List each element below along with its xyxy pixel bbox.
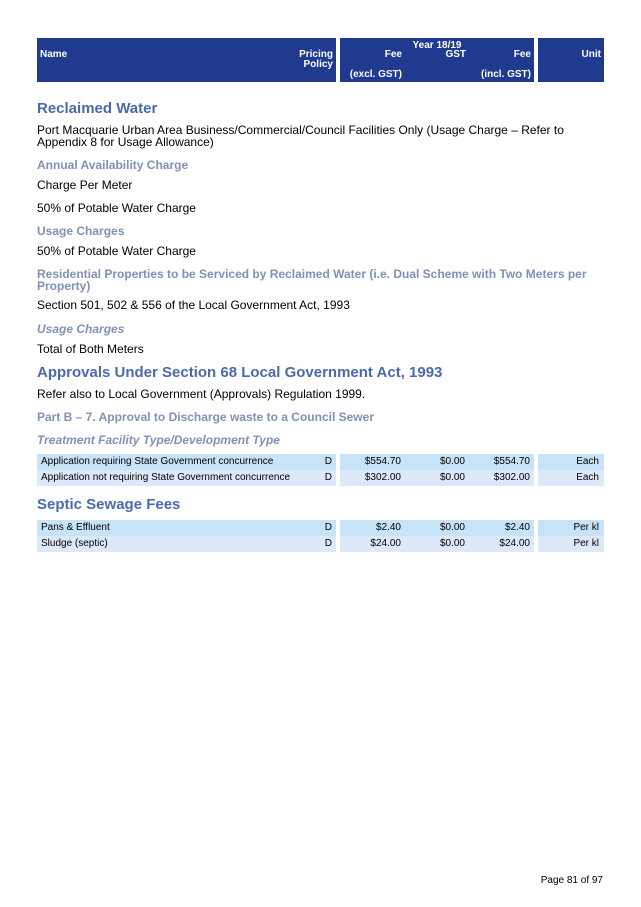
reclaimed-water-title: Reclaimed Water — [37, 100, 158, 117]
table-row — [0, 520, 641, 536]
table-row — [0, 470, 641, 486]
row-gst: $0.00 — [439, 472, 465, 483]
annual-availability-heading: Annual Availability Charge — [37, 158, 189, 172]
usage-charges-heading: Usage Charges — [37, 224, 125, 238]
row-name: Sludge (septic) — [41, 538, 108, 549]
header-fee-excl: Fee — [384, 49, 402, 60]
row-policy: D — [324, 456, 332, 467]
row-fee-excl: $554.70 — [364, 456, 401, 467]
header-gst: GST — [445, 49, 466, 60]
total-both-meters: Total of Both Meters — [37, 342, 144, 356]
row-fee-excl: $2.40 — [375, 522, 401, 533]
page-number: Page 81 of 97 — [540, 875, 603, 886]
charge-per-meter: Charge Per Meter — [37, 178, 133, 192]
approvals-title: Approvals Under Section 68 Local Government Act, 1993 — [37, 364, 443, 381]
row-gst: $0.00 — [439, 456, 465, 467]
row-policy: D — [324, 472, 332, 483]
table-row — [0, 454, 641, 470]
header-incl-gst: (incl. GST) — [481, 69, 531, 80]
row-fee-excl: $24.00 — [370, 538, 401, 549]
approvals-refer: Refer also to Local Government (Approvals) Regulation 1999. — [37, 387, 366, 401]
header-year: Year 18/19 — [412, 40, 462, 51]
header-pricing: Pricing — [299, 49, 333, 60]
row-unit: Per kl — [573, 522, 599, 533]
header-fee-incl: Fee — [513, 49, 531, 60]
part-b-heading: Part B – 7. Approval to Discharge waste to a Council Sewer — [37, 410, 374, 424]
header-excl-gst: (excl. GST) — [349, 69, 402, 80]
row-unit: Per kl — [573, 538, 599, 549]
header-fee-cell — [340, 38, 534, 82]
reclaimed-intro-line2: Appendix 8 for Usage Allowance) — [37, 135, 214, 149]
residential-heading-line1: Residential Properties to be Serviced by Reclaimed Water (i.e. Dual Scheme with Two Meters per — [37, 267, 587, 281]
septic-sewage-title: Septic Sewage Fees — [37, 496, 181, 513]
potable-charge-1: 50% of Potable Water Charge — [37, 201, 196, 215]
row-policy: D — [324, 538, 332, 549]
header-name: Name — [40, 49, 68, 60]
header-policy: Policy — [303, 59, 333, 70]
row-fee-incl: $24.00 — [499, 538, 530, 549]
residential-heading-line2: Property) — [37, 279, 91, 293]
row-unit: Each — [576, 472, 599, 483]
row-fee-incl: $2.40 — [504, 522, 530, 533]
row-policy: D — [324, 522, 332, 533]
row-fee-incl: $554.70 — [493, 456, 530, 467]
row-fee-incl: $302.00 — [493, 472, 530, 483]
row-unit: Each — [576, 456, 599, 467]
row-name: Application not requiring State Government concurrence — [41, 472, 291, 483]
header-unit-cell — [538, 38, 604, 82]
potable-charge-2: 50% of Potable Water Charge — [37, 244, 196, 258]
row-gst: $0.00 — [439, 538, 465, 549]
row-fee-excl: $302.00 — [364, 472, 401, 483]
treatment-heading: Treatment Facility Type/Development Type — [37, 433, 280, 447]
reclaimed-intro-line1: Port Macquarie Urban Area Business/Commercial/Council Facilities Only (Usage Charge – Refer to — [37, 123, 564, 137]
row-name: Application requiring State Government concurrence — [41, 456, 274, 467]
row-gst: $0.00 — [439, 522, 465, 533]
row-name: Pans & Effluent — [41, 522, 110, 533]
usage-charges-italic-heading: Usage Charges — [37, 322, 125, 336]
table-row — [0, 536, 641, 552]
header-name-cell — [37, 38, 336, 82]
header-unit: Unit — [581, 49, 601, 60]
section-reference: Section 501, 502 & 556 of the Local Government Act, 1993 — [37, 298, 350, 312]
